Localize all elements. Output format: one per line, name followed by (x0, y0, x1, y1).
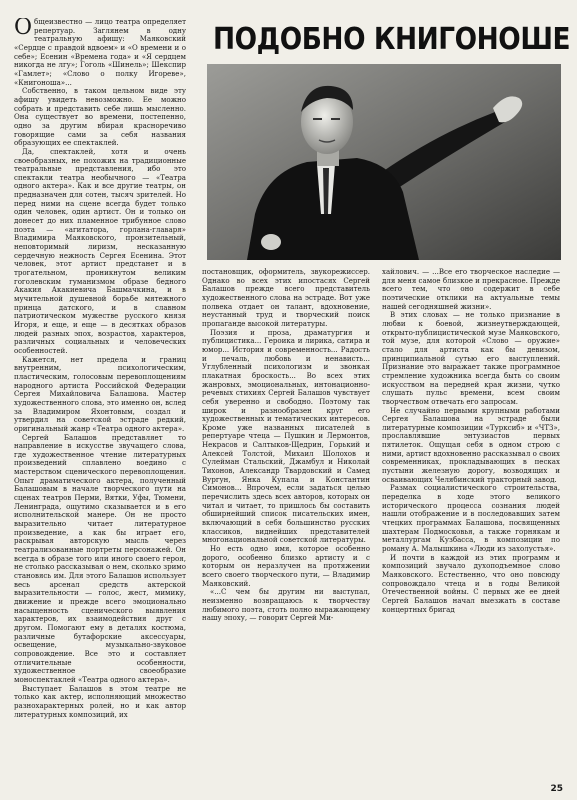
paragraph: Но есть одно имя, которое особенно дорого, особенно близко артисту и с которым он неразлучен на протяжении всего своего творческого пути, — Владимир Маяковский. (202, 544, 370, 588)
paragraph: Собственно, в таком цельном виде эту афишу увидеть невозможно. Ее можно собрать и представить себе лишь мысленно. Она существует во времени, постепенно, одно за другим вбирая красноречиво говорящие сами за себя названия образующих ее спектаклей. (14, 86, 186, 148)
paragraph: постановщик, оформитель, звукорежиссер. Однако во всех этих ипостасях Сергей Балашов прежде всего представитель художественного слова на эстраде. Вот уже полвека отдает он талант, вдохновение, неустанный труд и творческий поиск пропаганде высокой литературы. (202, 268, 370, 328)
paragraph: Выступает Балашов в этом театре не только как актер, исполняющий множество разнохарактерных ролей, но и как автор литературных композиций, их (14, 683, 186, 719)
opening-paragraph-text: бщеизвестно — лицо театра определяет репертуар. Заглянем в одну театральную афишу: Маяковский «Сердце с правдой вдвоем» и «О времени и о себе»; Есенин «Времена года» и «Я сердцем никогда не лгу»; Гоголь «Шинель»; Шекспир «Гамлет»; «Слово о полку Игореве», «Книгоноша»... (14, 18, 186, 87)
paragraph: Сергей Балашов представляет то направление в искусстве звучащего слова, где художественное чтение литературных произведений сплавлено воедино с мастерством сценического перевоплощения. Опыт драматического актера, полученный Балашовым в начале творческого пути на сценах театров Перми, Вятки, Уфы, Тюмени, Ленинграда, ощутимо сказывается и в его исполнительской манере. Он не просто выразительно читает литературное произведение, а как бы играет его, раскрывая авторскую мысль через театрализованные портреты персонажей. Он всегда в образе того или иного своего героя, не столько рассказывая о нем, сколько зримо становясь им. Для этого Балашов использует весь арсенал средств актерской выразительности — голос, жест, мимику, движение и прежде всего эмоционально насыщенность сценического выявления характеров, их взаимодействия друг с другом. Помогают ему в деталях костюма, различные бутафорские аксессуары, освещение, музыкально-звуковое сопровождение. Все это и составляет отличительные особенности, художественное своеобразие моноспектаклей «Театра одного актера». (14, 432, 186, 684)
page-number: 25 (550, 784, 563, 794)
paragraph: Размах социалистического строительства, переделка в ходе этого великого исторического процесса сознания людей нашли отображение и в последовавших затем чтецких программах Балашова, посвященных шахтерам Подмосковья, а также горнякам и металлургам Кузбасса, в композиции по роману А. Малышкина «Люди из захолустья». (382, 483, 560, 553)
paragraph: «...С чем бы другим ни выступал, неизменно возвращаюсь к творчеству любимого поэта, стоть полно выражающему нашу эпоху, — говорит Сергей Ми- (202, 587, 370, 623)
paragraph: Да, спектаклей, хотя и очень своеобразных, не похожих на традиционные театральные представления, ибо это спектакли театра необычного — «Театра одного актера». Как и все другие театры, он предназначен для сотен, тысяч зрителей. Но перед ними на сцене всегда будет только один человек, один артист. Он и только он донесет до них пламенное трибунное слово поэта — «агитатора, горлана-главаря» Владимира Маяковского, пронзительный, неповторимый лиризм, несказанную сердечную нежность Сергея Есенина. Этот человек, этот артист предстанет и в трогательном, проникнутом великим гоголевским гуманизмом образе бедного Акакия Акакиевича Башмачкина, и в мучительной душевной борьбе мятежного принца датского, и в славном патриотическом мужестве русского князя Игоря, и еще, и еще — в десятках образов людей разных эпох, возрастов, характеров, различных социальных и человеческих особенностей. (14, 146, 186, 355)
paragraph: хайлович. — ...Все его творческое наследие — для меня самое близкое и прекрасное. Прежде всего тем, что оно содержит в себе поэтические отклики на актуальные темы нашей сегодняшней жизни». (382, 268, 560, 311)
paragraph: Не случайно первыми крупными работами Сергея Балашова на эстраде были литературные композиции «Турксиб» и «ЧТЗ», прославлявшие энтузиастов первых пятилеток. Ощущая себя в одном строю с ними, артист вдохновенно рассказывал о своих современниках, прокладывающих в песках пустыни железную дорогу, возводящих и осваивающих Челябинский тракторный завод. (382, 405, 560, 484)
actor-photo (207, 64, 561, 260)
article-headline: ПОДОБНО КНИГОНОШЕ (213, 22, 571, 57)
paragraph: Поэзия и проза, драматургия и публицистика... Героика и лирика, сатира и юмор... История и современность... Радость и печаль, любовь и ненависть... Углубленный психологизм и звонкая плакатная броскость... Во всех этих жанровых, эмоциональных, интонационно-речевых стихиях Сергей Балашов чувствует себя уверенно и свободно. Поэтому так широк и разнообразен круг его художественных и тематических интересов. Кроме уже названных писателей в репертуаре чтеца — Пушкин и Лермонтов, Некрасов и Салтыков-Щедрин, Горький и Алексей Толстой, Михаил Шолохов и Сулейман Стальский, Джамбул и Николай Тихонов, Александр Твардовский и Самед Вургун, Янка Купала и Константин Симонов... Впрочем, если задаться целью перечислить здесь всех авторов, которых он читал и читает, то пришлось бы составить обширнейший список писательских имен, включающий в себя большинство русских классиков, виднейших представителей многонациональной советской литературы. (202, 327, 370, 545)
article-column-2 (202, 268, 370, 786)
opening-paragraph (14, 18, 186, 87)
article-column-3 (382, 268, 560, 786)
article-column-1 (14, 18, 186, 788)
actor-photo-graphic (207, 64, 561, 260)
paragraph: В этих словах — не только признание в любви к боевой, жизнеутверждающей, открыто-публицистической музе Маяковского, той музе, для которой «Слово — оружие» стало для артиста как бы девизом, принципиальной сутью его выступлений. Признание это выражает также программное стремление художника всегда быть со своим искусством на передней края жизни, чутко слушать пульс времени, всем своим творчеством отвечать его запросам. (382, 310, 560, 406)
drop-cap: О (14, 18, 33, 40)
paragraph: И почти в каждой из этих программ и композиций звучало духоподъемное слово Маяковского. Естественно, что оно повсюду сопровождало чтеца и в годы Великой Отечественной войны. С первых же ее дней Сергей Балашов начал выезжать в составе концертных бригад (382, 552, 560, 614)
paragraph: Кажется, нет предела и границ внутренним, психологическим, пластическим, голосовым перевоплощениям народного артиста Российской Федерации Сергея Михайловича Балашова. Мастер художественного слова, это именно он, вслед за Владимиром Яхонтовым, создал и утвердил на советской эстраде редкий, оригинальный жанр «Театра одного актера». (14, 354, 186, 433)
